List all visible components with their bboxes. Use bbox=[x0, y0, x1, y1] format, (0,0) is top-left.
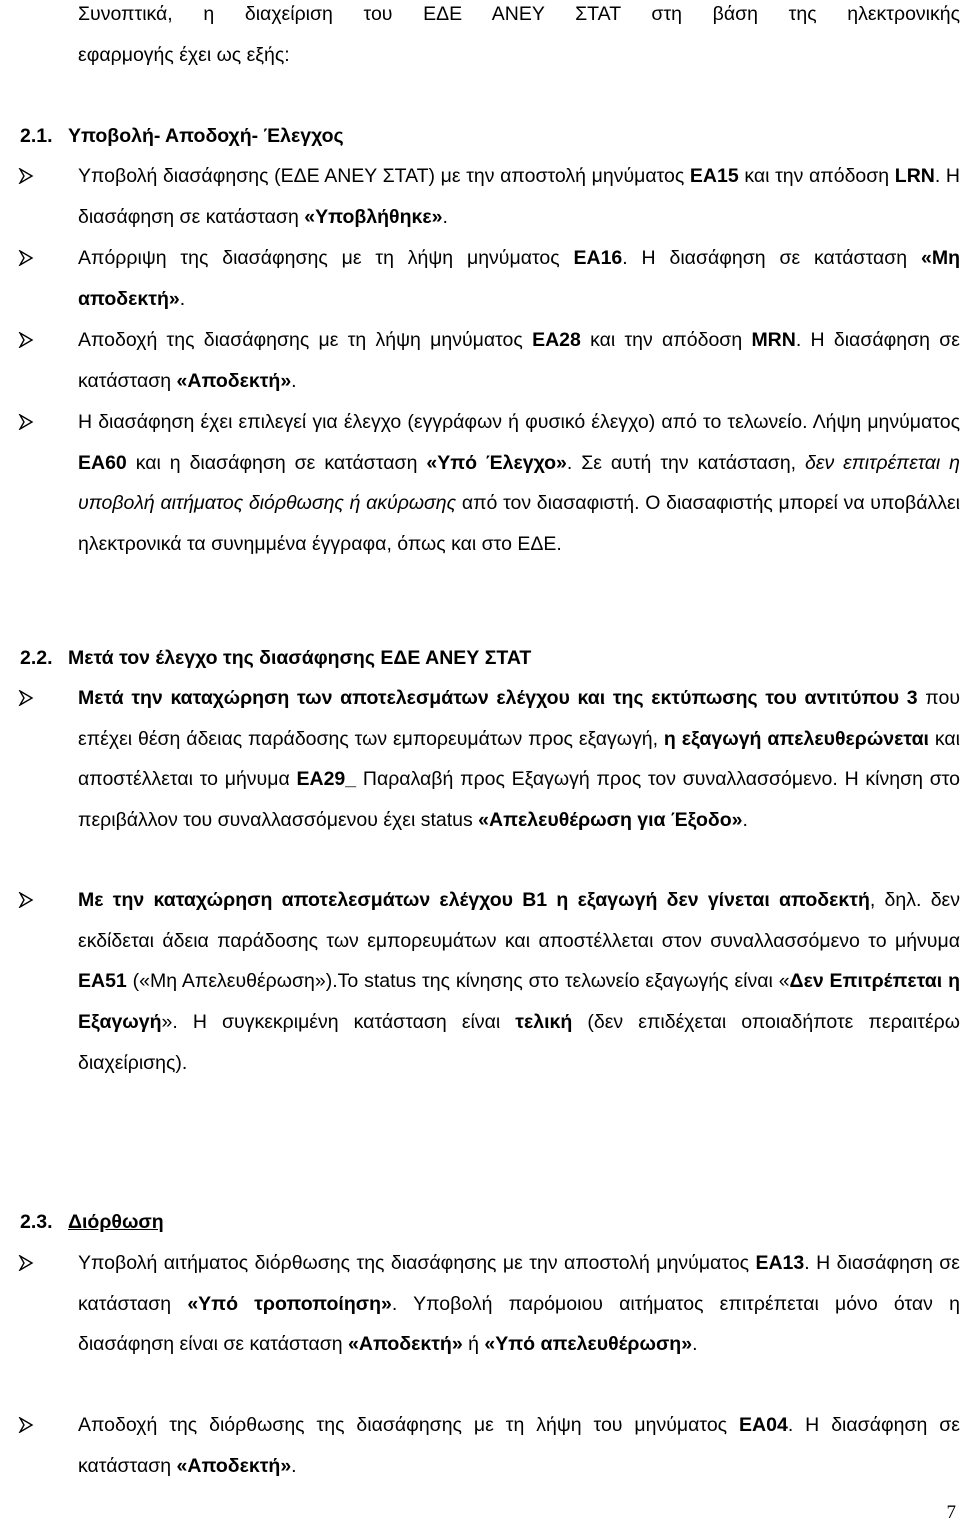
list-item: Η διασάφηση έχει επιλεγεί για έλεγχο (εγγράφων ή φυσικό έλεγχο) από το τελωνείο. Λήψη μηνύματος ΕΑ60 και η διασάφηση σε κατάσταση «Υπό Έλεγχο». Σε αυτή την κατάσταση, δεν επιτρέπεται η υποβολή αιτήματος διόρθωσης ή ακύρωσης από τον διασαφιστή. Ο διασαφιστής μπορεί να υποβάλλει ηλεκτρονικά τα συνημμένα έγγραφα, όπως και στο ΕΔΕ. bbox=[78, 402, 960, 565]
section-number: 2.3. bbox=[20, 1211, 53, 1233]
section-heading-2-2 bbox=[20, 638, 531, 679]
section-number: 2.2. bbox=[20, 647, 53, 669]
list-item: Απόρριψη της διασάφησης με τη λήψη μηνύματος ΕΑ16. Η διασάφηση σε κατάσταση «Μη αποδεκτή». bbox=[78, 238, 960, 319]
arrowhead-bullet-icon bbox=[18, 1243, 38, 1283]
arrowhead-bullet-icon bbox=[18, 678, 38, 718]
arrowhead-bullet-icon bbox=[18, 320, 38, 360]
list-item: Με την καταχώρηση αποτελεσμάτων ελέγχου Β1 η εξαγωγή δεν γίνεται αποδεκτή, δηλ. δεν εκδίδεται άδεια παράδοσης των εμπορευμάτων και αποστέλλεται στον συναλλασσόμενο το μήνυμα ΕΑ51 («Μη Απελευθέρωση»).Το status της κίνησης στο τελωνείο εξαγωγής είναι «Δεν Επιτρέπεται η Εξαγωγή». Η συγκεκριμένη κατάσταση είναι τελική (δεν επιδέχεται οποιαδήποτε περαιτέρω διαχείρισης). bbox=[78, 880, 960, 1084]
section-heading-2-3 bbox=[20, 1202, 164, 1243]
arrowhead-bullet-icon bbox=[18, 238, 38, 278]
list-item: Μετά την καταχώρηση των αποτελεσμάτων ελέγχου και της εκτύπωσης του αντιτύπου 3 που επέχει θέση άδειας παράδοσης των εμπορευμάτων προς εξαγωγή, η εξαγωγή απελευθερώνεται και αποστέλλεται το μήνυμα ΕΑ29_ Παραλαβή προς Εξαγωγή προς τον συναλλασσόμενο. Η κίνηση στο περιβάλλον του συναλλασσόμενου έχει status «Απελευθέρωση για Έξοδο». bbox=[78, 678, 960, 841]
section-title: Υποβολή- Αποδοχή- Έλεγχος bbox=[68, 125, 344, 147]
list-item: Αποδοχή της διασάφησης με τη λήψη μηνύματος ΕΑ28 και την απόδοση MRN. Η διασάφηση σε κατάσταση «Αποδεκτή». bbox=[78, 320, 960, 401]
list-item: Υποβολή διασάφησης (ΕΔΕ ΑΝΕΥ ΣΤΑΤ) με την αποστολή μηνύματος ΕΑ15 και την απόδοση LRN. Η διασάφηση σε κατάσταση «Υποβλήθηκε». bbox=[78, 156, 960, 237]
arrowhead-bullet-icon bbox=[18, 1405, 38, 1445]
intro-paragraph bbox=[78, 0, 960, 75]
section-heading-2-1 bbox=[20, 116, 344, 157]
list-item: Αποδοχή της διόρθωσης της διασάφησης με τη λήψη του μηνύματος ΕΑ04. Η διασάφηση σε κατάσταση «Αποδεκτή». bbox=[78, 1405, 960, 1486]
arrowhead-bullet-icon bbox=[18, 880, 38, 920]
intro-line-2: εφαρμογής έχει ως εξής: bbox=[78, 43, 290, 66]
intro-line-1: Συνοπτικά, η διαχείριση του ΕΔΕ ΑΝΕΥ ΣΤΑΤ στη βάση της ηλεκτρονικής bbox=[78, 3, 960, 25]
list-item: Υποβολή αιτήματος διόρθωσης της διασάφησης με την αποστολή μηνύματος ΕΑ13. Η διασάφηση σε κατάσταση «Υπό τροποποίηση». Υποβολή παρόμοιου αιτήματος επιτρέπεται μόνο όταν η διασάφηση είναι σε κατάσταση «Αποδεκτή» ή «Υπό απελευθέρωση». bbox=[78, 1243, 960, 1365]
page-number: 7 bbox=[946, 1502, 956, 1523]
arrowhead-bullet-icon bbox=[18, 156, 38, 196]
arrowhead-bullet-icon bbox=[18, 402, 38, 442]
section-number: 2.1. bbox=[20, 125, 53, 147]
section-title: Διόρθωση bbox=[68, 1211, 164, 1233]
section-title: Μετά τον έλεγχο της διασάφησης ΕΔΕ ΑΝΕΥ ΣΤΑΤ bbox=[68, 647, 532, 669]
